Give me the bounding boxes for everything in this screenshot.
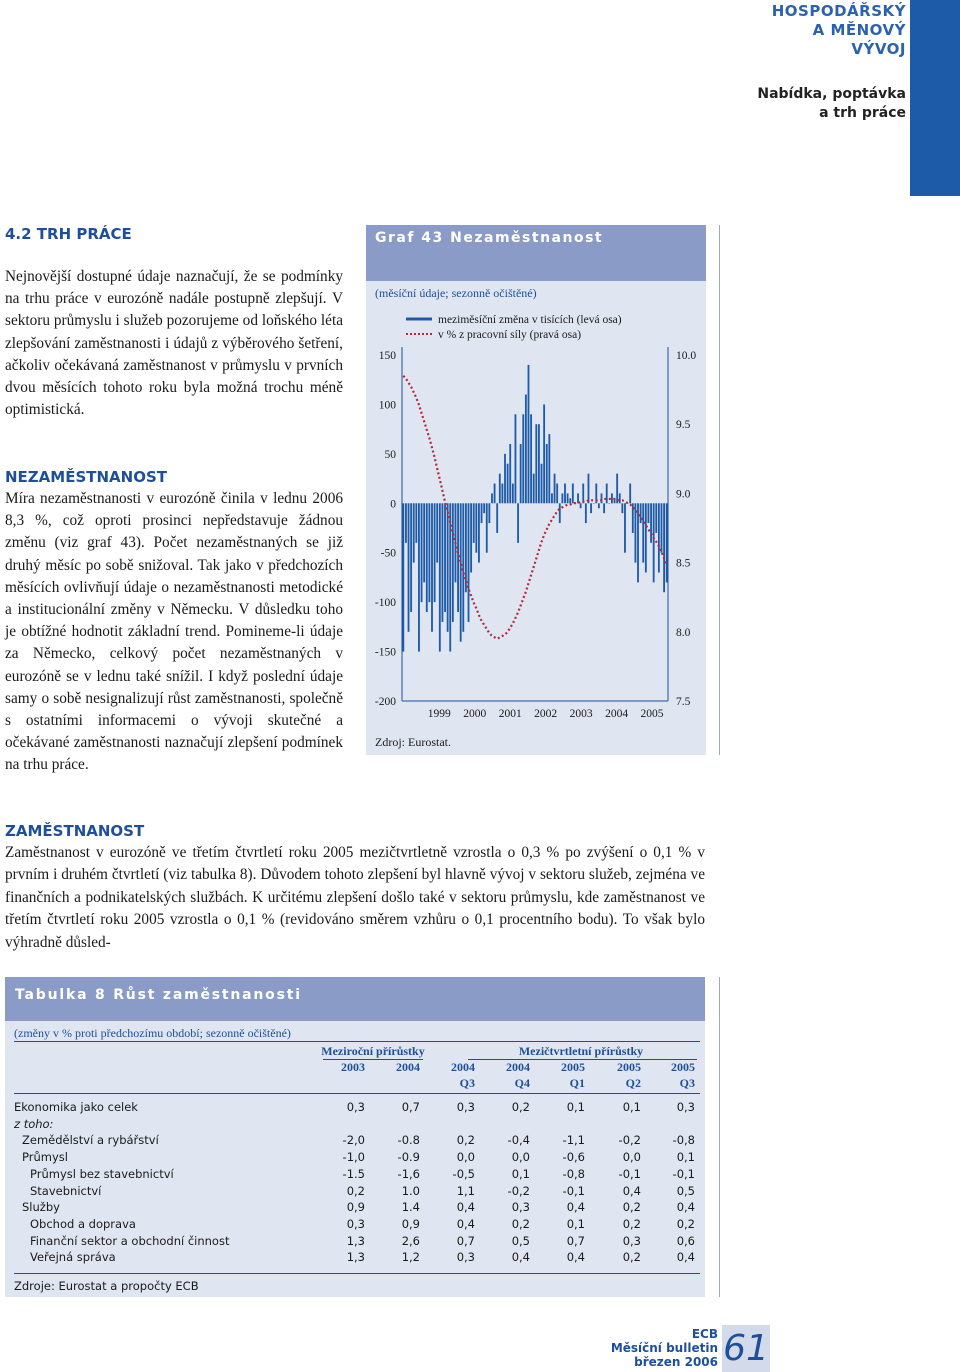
- x-tick-label: 2003: [569, 708, 593, 720]
- chart-bar: [468, 503, 470, 622]
- table-cell: 0,5: [511, 1233, 530, 1248]
- column-year-header: 2004: [396, 1060, 420, 1074]
- table-cell: 0,5: [676, 1183, 695, 1198]
- table-cell: 0,4: [456, 1200, 475, 1215]
- chart-bar: [590, 503, 592, 513]
- table-title: Tabulka 8 Růst zaměstnanosti: [15, 987, 302, 1003]
- column-quarter-header: Q3: [679, 1076, 695, 1090]
- chart-bar: [504, 454, 506, 503]
- y-right-tick-label: 8.0: [676, 626, 691, 639]
- footer-line: ECB: [691, 1327, 718, 1341]
- chart-bar: [556, 484, 558, 504]
- chart-bar: [496, 503, 498, 533]
- column-year-header: 2005: [617, 1060, 641, 1074]
- table-cell: 0,4: [456, 1216, 475, 1231]
- table-cell: -0.9: [397, 1150, 420, 1165]
- table-cell: 0,4: [676, 1200, 695, 1215]
- chart-bar: [606, 484, 608, 504]
- chart-bar: [494, 484, 496, 504]
- chart-bar: [585, 503, 587, 523]
- header-title-line: HOSPODÁŘSKÝ: [771, 2, 906, 20]
- table-cell: -1.5: [342, 1166, 365, 1181]
- chart-bar: [642, 503, 644, 562]
- intro-paragraph: Nejnovější dostupné údaje naznačují, že se podmínky na trhu práce v eurozóně nadále postupně zlepšují. V sektoru průmyslu i služeb pozorujeme od loňského léta zlepšování zaměstnanosti i údajů z výběrového šetření, ačkoliv očekávaná zaměstnanost v průmyslu v prvních dvou měsících tohoto roku byla možná trochu méně optimistická.: [5, 268, 343, 419]
- x-tick-label: 1999: [427, 708, 451, 720]
- table-cell: 0,6: [676, 1233, 695, 1248]
- unemployment-heading: NEZAMĚSTNANOST: [5, 468, 167, 486]
- chart-bar: [640, 503, 642, 523]
- chart-bar: [569, 498, 571, 503]
- chart-bar: [535, 424, 537, 503]
- chart-bar: [520, 444, 522, 503]
- table-rule-top: [14, 1041, 700, 1042]
- table-cell: 0,2: [511, 1216, 530, 1231]
- chart-title: Graf 43 Nezaměstnanost: [375, 230, 604, 246]
- table-row-label: Zemědělství a rybářství: [22, 1133, 159, 1148]
- chart-bar: [645, 503, 647, 572]
- footer-publication: [611, 1327, 718, 1369]
- table-cell: 0,7: [566, 1233, 585, 1248]
- y-left-tick-label: -100: [374, 597, 396, 610]
- table-cell: 0,4: [511, 1250, 530, 1265]
- column-year-header: 2005: [561, 1060, 585, 1074]
- table-cell: -0,2: [507, 1183, 530, 1198]
- chart-bar: [588, 474, 590, 504]
- unemployment-paragraph: Míra nezaměstnanosti v eurozóně činila v lednu 2006 8,3 %, což oproti prosinci nepředstavuje žádnou změnu (viz graf 43). Počet nezaměstnaných se již druhý měsíc po sobě snižoval. Tak jako v předchozích měsících ovlivňují údaje o nezaměstnanosti metodické a institucionální změny v Německu. V důsledku toho je obtížné hodnotit základní trend. Pomineme-li údaje za Německo, celkový počet nezaměstnaných v eurozóně se v lednu také snížil. I když poslední údaje samy o sobě nesignalizují růst zaměstnanosti, společně s ostatními informacemi o vývoji skutečné a očekávané zaměstnanosti naznačují zlepšení podmínek na trhu práce.: [5, 490, 343, 774]
- table-cell: 0,0: [456, 1150, 475, 1165]
- chart-bar: [491, 493, 493, 503]
- y-left-tick-label: 150: [378, 350, 396, 362]
- chart-bar: [546, 444, 548, 503]
- y-left-tick-label: 0: [390, 498, 396, 511]
- table-cell: 0,2: [622, 1200, 641, 1215]
- table-cell: 0,0: [511, 1150, 530, 1165]
- chart-bar: [478, 503, 480, 562]
- header-title-line: A MĚNOVÝ: [812, 21, 906, 39]
- table-cell: 0,2: [676, 1216, 695, 1231]
- table-cell: 0,2: [456, 1133, 475, 1148]
- chart-bar: [444, 503, 446, 612]
- column-year-header: 2004: [506, 1060, 530, 1074]
- y-right-tick-label: 7.5: [676, 696, 691, 708]
- x-tick-label: 2005: [640, 708, 664, 720]
- y-right-tick-label: 8.5: [676, 557, 691, 570]
- page-number: 61: [722, 1325, 770, 1372]
- table-cell: -1,1: [562, 1133, 585, 1148]
- column-quarter-header: Q4: [514, 1076, 530, 1090]
- chart-bar: [621, 503, 623, 513]
- table-cell: -1,6: [397, 1166, 420, 1181]
- chart-bar: [616, 474, 618, 504]
- chart-bar: [543, 404, 545, 503]
- chart-bar: [442, 503, 444, 622]
- header-section-title: [772, 2, 906, 59]
- chart-bar: [439, 503, 441, 651]
- header-subtitle-line: a trh práce: [819, 105, 906, 121]
- chart-bar: [460, 503, 462, 641]
- header-subtitle-line: Nabídka, poptávka: [757, 86, 906, 102]
- chart-bar: [629, 484, 631, 504]
- table-cell: 1,1: [456, 1183, 475, 1198]
- unemployment-chart: [366, 225, 706, 755]
- table-row-label: Služby: [22, 1200, 60, 1215]
- table-row-label: Průmysl: [22, 1150, 68, 1165]
- chart-bar: [507, 464, 509, 504]
- chart-bar: [423, 503, 425, 582]
- footer-line: březen 2006: [634, 1355, 718, 1369]
- table-cell: 2,6: [401, 1233, 420, 1248]
- table-cell: 0,4: [566, 1200, 585, 1215]
- chart-bar: [522, 414, 524, 503]
- table-cell: 0,2: [622, 1216, 641, 1231]
- column-group-header: Mezičtvrtletní přírůstky: [518, 1044, 644, 1058]
- chart-plot: [366, 281, 706, 755]
- chart-bar: [447, 503, 449, 632]
- chart-bar: [648, 503, 650, 523]
- chart-bar: [418, 503, 420, 651]
- employment-growth-table: [5, 977, 705, 1297]
- table-cell: 0,3: [511, 1200, 530, 1215]
- chart-bar: [475, 503, 477, 552]
- table-cell: 0,4: [676, 1250, 695, 1265]
- chart-bar: [402, 503, 404, 651]
- table-cell: -0,5: [452, 1166, 475, 1181]
- chart-bar: [533, 474, 535, 504]
- table-cell: 0,3: [456, 1250, 475, 1265]
- chart-bar: [559, 503, 561, 523]
- chart-bar: [426, 503, 428, 612]
- chart-bar: [434, 503, 436, 602]
- chart-bar: [561, 493, 563, 503]
- table-cell: 0,7: [401, 1100, 420, 1114]
- chart-subtitle: (měsíční údaje; sezonně očištěné): [375, 286, 537, 300]
- table-row-label: Průmysl bez stavebnictví: [30, 1166, 174, 1181]
- x-tick-label: 2000: [463, 708, 487, 720]
- table-cell: -2,0: [342, 1133, 365, 1148]
- chart-bar: [661, 503, 663, 552]
- table-cell: 0,0: [622, 1150, 641, 1165]
- chart-bar: [624, 503, 626, 552]
- chart-bar: [413, 503, 415, 562]
- table-cell: 0,7: [456, 1233, 475, 1248]
- chart-bar: [582, 484, 584, 504]
- chart-header: [366, 225, 706, 281]
- table-cell: -0.8: [397, 1133, 420, 1148]
- table-row-label: Finanční sektor a obchodní činnost: [30, 1233, 230, 1248]
- y-right-tick-label: 9.5: [676, 419, 691, 432]
- table-cell: -1,0: [342, 1150, 365, 1165]
- chart-bar: [663, 503, 665, 592]
- chart-bar: [530, 414, 532, 503]
- column-year-header: 2005: [671, 1060, 695, 1074]
- chart-bar: [650, 503, 652, 543]
- chart-bar: [428, 503, 430, 602]
- chart-bar: [601, 493, 603, 503]
- table-row-label: Ekonomika jako celek: [14, 1100, 138, 1114]
- legend-line-label: v % z pracovní síly (pravá osa): [438, 329, 582, 341]
- chart-bar: [548, 434, 550, 503]
- chart-source: Zdroj: Eurostat.: [375, 735, 451, 749]
- y-right-tick-label: 10.0: [676, 350, 697, 362]
- table-cell: 0,3: [456, 1100, 475, 1114]
- chart-bar: [598, 503, 600, 508]
- table-cell: 1.0: [401, 1183, 420, 1198]
- chart-bar: [517, 503, 519, 543]
- header-title-line: VÝVOJ: [851, 40, 906, 58]
- table-cell: 0,4: [622, 1183, 641, 1198]
- chart-bar: [551, 493, 553, 503]
- table-rule-bottom: [14, 1273, 700, 1274]
- table-cell: 0,9: [346, 1200, 365, 1215]
- chart-bar: [564, 484, 566, 504]
- table-header: [5, 977, 705, 1021]
- y-left-tick-label: 100: [378, 399, 396, 412]
- chart-bar: [509, 444, 511, 503]
- employment-heading: ZAMĚSTNANOST: [5, 822, 145, 840]
- table-source: Zdroje: Eurostat a propočty ECB: [14, 1279, 199, 1293]
- chart-bar: [603, 503, 605, 513]
- table-cell: 0,1: [622, 1100, 641, 1114]
- table-row-label: Obchod a doprava: [30, 1216, 136, 1231]
- table-cell: 0,3: [346, 1100, 365, 1114]
- footer-line: Měsíční bulletin: [610, 1341, 718, 1355]
- chart-bar: [410, 503, 412, 612]
- table-cell: -0,4: [507, 1133, 530, 1148]
- y-right-tick-label: 9.0: [676, 488, 691, 501]
- column-group-header: Meziroční přírůstky: [321, 1044, 425, 1058]
- table-cell: -0,1: [562, 1183, 585, 1198]
- table-cell: 0,1: [676, 1150, 695, 1165]
- chart-bar: [408, 503, 410, 632]
- chart-bar: [525, 395, 527, 504]
- chart-bar: [567, 493, 569, 503]
- table-row-label: z toho:: [14, 1116, 54, 1131]
- table-cell: 1.4: [401, 1200, 420, 1215]
- column-quarter-header: Q3: [459, 1076, 475, 1090]
- chart-bar: [515, 414, 517, 503]
- chart-bar: [608, 503, 610, 504]
- employment-paragraph: Zaměstnanost v eurozóně ve třetím čtvrtletí roku 2005 mezičtvrtletně vzrostla o 0,3 % po zvýšení o 0,1 % v prvním i druhém čtvrtletí (viz tabulka 8). Důvodem tohoto zlepšení byl hlavně vývoj v sektoru služeb, zejména ve finančních a podnikatelských službách. K určitému zlepšení došlo také v sektoru průmyslu, kde zaměstnanost ve třetím čtvrtletí roku 2005 vzrostla o 0,1 % (revidováno směrem vzhůru o 0,1 procentního bodu). To však bylo výhradně důsled-: [5, 844, 705, 951]
- y-left-tick-label: -200: [374, 696, 396, 708]
- chart-bar: [405, 503, 407, 543]
- table-cell: -0,6: [562, 1150, 585, 1165]
- table-cell: 0,1: [566, 1100, 585, 1114]
- chart-bar: [431, 503, 433, 632]
- table-cell: 0,3: [622, 1233, 641, 1248]
- table-note: (změny v % proti předchozímu období; sezonně očištěné): [14, 1026, 291, 1040]
- column-year-header: 2004: [451, 1060, 475, 1074]
- chart-bar: [619, 493, 621, 503]
- chart-bar: [580, 503, 582, 508]
- column-quarter-header: Q1: [569, 1076, 585, 1090]
- y-left-tick-label: -50: [380, 547, 396, 560]
- table-cell: 0,1: [511, 1166, 530, 1181]
- chart-bar: [593, 503, 595, 504]
- table-row-label: Stavebnictví: [30, 1183, 102, 1198]
- chart-bar: [512, 484, 514, 504]
- header-color-bar: [910, 0, 960, 196]
- section-title: 4.2 TRH PRÁCE: [5, 225, 132, 243]
- chart-bar: [554, 474, 556, 504]
- x-tick-label: 2002: [534, 708, 558, 720]
- chart-bar: [415, 503, 417, 543]
- chart-bar: [658, 503, 660, 572]
- table-cell: 1,3: [346, 1233, 365, 1248]
- table-cell: -0,8: [562, 1166, 585, 1181]
- x-tick-label: 2001: [498, 708, 522, 720]
- y-left-tick-label: 50: [384, 448, 396, 461]
- chart-bar: [666, 503, 668, 582]
- chart-bar: [457, 503, 459, 612]
- table-cell: 1,3: [346, 1250, 365, 1265]
- table-cell: -0,1: [672, 1166, 695, 1181]
- chart-bar: [572, 484, 574, 504]
- chart-bar: [462, 503, 464, 632]
- table-cell: -0,8: [672, 1133, 695, 1148]
- chart-divider-line: [719, 225, 720, 755]
- table-cell: -0,2: [618, 1133, 641, 1148]
- x-tick-label: 2004: [605, 708, 629, 720]
- table-cell: 0,9: [401, 1216, 420, 1231]
- chart-bar: [538, 424, 540, 503]
- table-cell: 0,4: [566, 1250, 585, 1265]
- table-cell: 0,3: [676, 1100, 695, 1114]
- table-row-label: Veřejná správa: [30, 1250, 116, 1265]
- chart-bar: [499, 474, 501, 504]
- table-cell: 0,2: [511, 1100, 530, 1114]
- table-cell: 0,2: [346, 1183, 365, 1198]
- chart-bar: [470, 503, 472, 572]
- table-cell: 0,3: [346, 1216, 365, 1231]
- table-divider-line: [719, 977, 720, 1297]
- chart-bar: [501, 484, 503, 504]
- y-left-tick-label: -150: [374, 646, 396, 659]
- chart-bar: [436, 503, 438, 562]
- table-cell: 0,2: [622, 1250, 641, 1265]
- chart-bar: [481, 503, 483, 523]
- table-cell: 1,2: [401, 1250, 420, 1265]
- chart-bar: [541, 464, 543, 504]
- chart-bar: [488, 503, 490, 523]
- column-quarter-header: Q2: [625, 1076, 641, 1090]
- chart-bar: [483, 503, 485, 513]
- chart-bar: [473, 503, 475, 543]
- chart-bar: [611, 493, 613, 503]
- chart-bar: [655, 503, 657, 533]
- chart-bar: [528, 365, 530, 503]
- header-subsection-title: [757, 85, 906, 123]
- table-cell: -0,1: [618, 1166, 641, 1181]
- chart-bar: [653, 503, 655, 582]
- legend-bar-label: meziměsíční změna v tisících (levá osa): [438, 314, 622, 326]
- table-cell: 0,1: [566, 1216, 585, 1231]
- chart-bar: [486, 503, 488, 552]
- table-rule-header: [14, 1093, 700, 1094]
- chart-bar: [421, 503, 423, 602]
- chart-bar: [452, 503, 454, 622]
- column-year-header: 2003: [341, 1060, 365, 1074]
